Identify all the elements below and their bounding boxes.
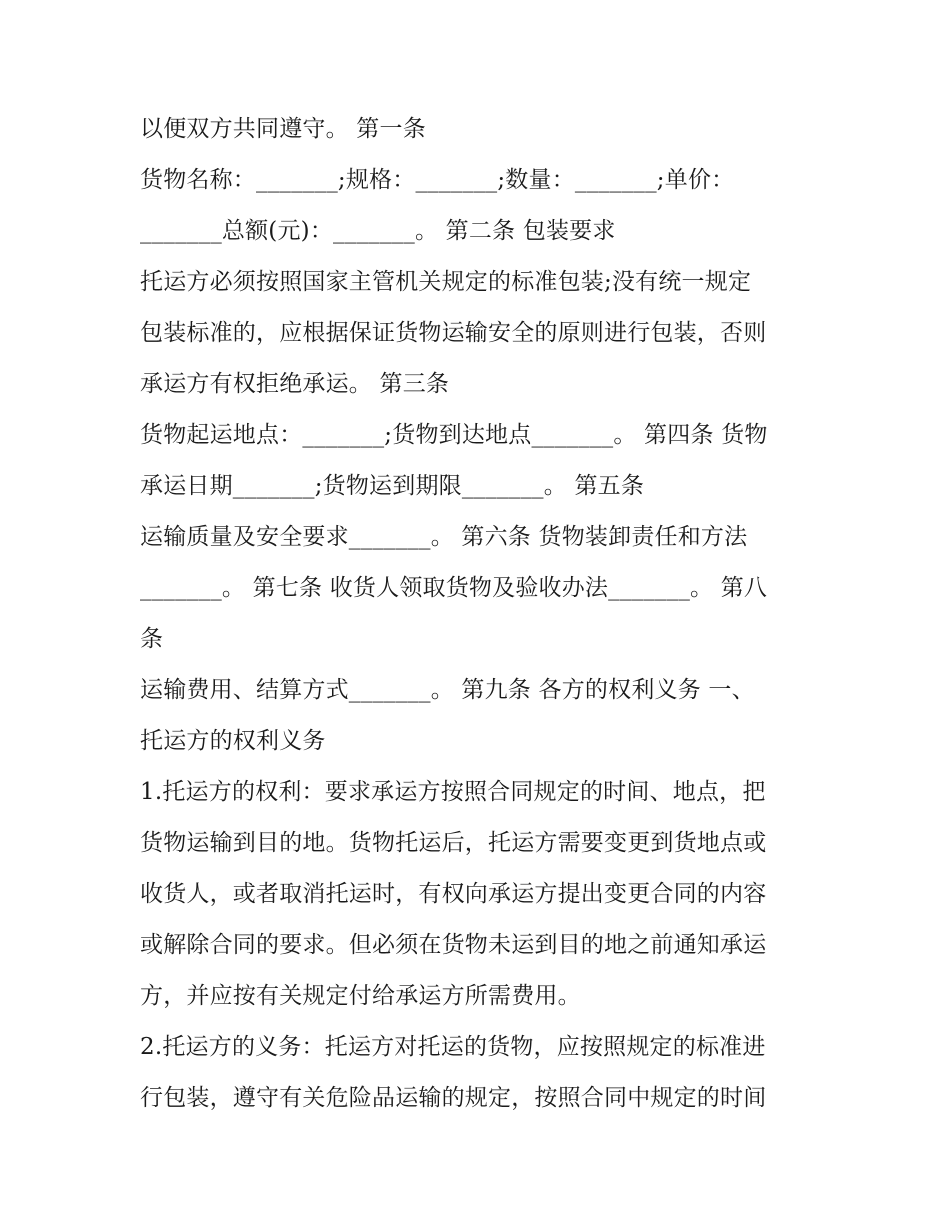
text-line: 承运日期_______;货物运到期限_______。 第五条 [140,473,645,499]
text-line: 运输费用、结算方式_______。 第九条 各方的权利义务 一、 [140,677,755,703]
text-line: _______总额(元)：_______。 第二条 包装要求 [140,218,616,244]
text-line: 包装标准的，应根据保证货物运输安全的原则进行包装，否则 [140,320,767,346]
text-line: 以便双方共同遵守。 第一条 [140,116,426,142]
text-line: _______。 第七条 收货人领取货物及验收办法_______。 第八 [140,575,768,601]
text-line: 托运方的权利义务 [140,728,326,754]
text-line: 承运方有权拒绝承运。 第三条 [140,371,450,397]
text-line: 或解除合同的要求。但必须在货物未运到目的地之前通知承运 [140,932,767,958]
contract-text [140,104,820,1124]
text-line: 方，并应按有关规定付给承运方所需费用。 [140,983,581,1009]
text-line: 货物运输到目的地。货物托运后，托运方需要变更到货地点或 [140,830,767,856]
text-line: 条 [140,626,164,652]
text-line: 1.托运方的权利：要求承运方按照合同规定的时间、地点，把 [140,779,766,805]
text-line: 2.托运方的义务：托运方对托运的货物，应按照规定的标准进 [140,1034,766,1060]
text-line: 运输质量及安全要求_______。 第六条 货物装卸责任和方法 [140,524,748,550]
text-line: 货物起运地点：_______;货物到达地点_______。 第四条 货物 [140,422,768,448]
text-line: 托运方必须按照国家主管机关规定的标准包装;没有统一规定 [140,269,752,295]
text-line: 货物名称：_______;规格：_______;数量：_______;单价： [140,167,735,193]
text-line: 收货人，或者取消托运时，有权向承运方提出变更合同的内容 [140,881,767,907]
text-line: 行包装，遵守有关危险品运输的规定，按照合同中规定的时间 [140,1085,767,1111]
